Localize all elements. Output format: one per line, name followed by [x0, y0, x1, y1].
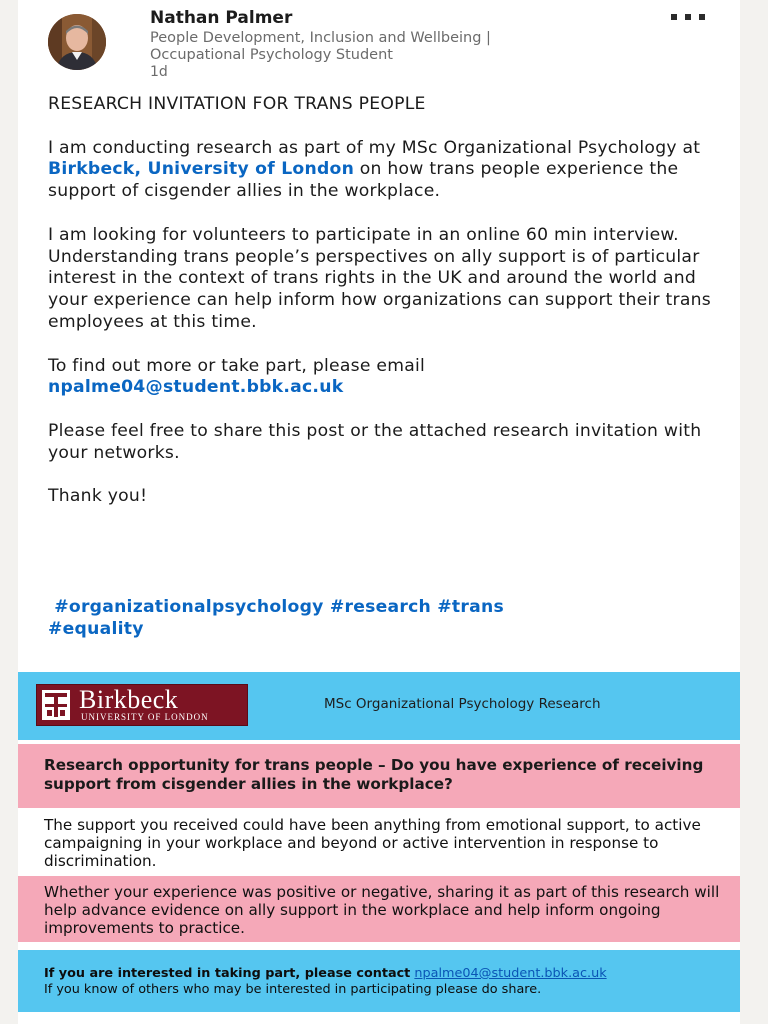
feed-post: [18, 0, 740, 1024]
flyer-share-line: If you know of others who may be interested in participating please do share.: [44, 982, 542, 997]
flyer-headline-band: [18, 744, 740, 808]
hashtag-link[interactable]: #organizationalpsychology: [54, 597, 324, 617]
author-headline: People Development, Inclusion and Wellbeing | Occupational Psychology Student: [150, 30, 491, 63]
post-paragraph-3: [48, 356, 718, 400]
hashtag-link[interactable]: #research: [329, 597, 432, 617]
birkbeck-logo: [36, 684, 248, 726]
contact-label: If you are interested in taking part, please contact: [44, 966, 411, 981]
post-paragraph-5: Thank you!: [48, 486, 148, 507]
post-text-segment: To find out more or take part, please email: [48, 355, 426, 376]
flyer-title: MSc Organizational Psychology Research: [324, 696, 601, 712]
birkbeck-link[interactable]: Birkbeck, University of London: [48, 159, 355, 180]
flyer-experience-text: Whether your experience was positive or negative, sharing it as part of this research will help advance evidence on ally support in the workplace and help inform ongoing improvements to practice.: [44, 883, 720, 937]
post-heading: RESEARCH INVITATION FOR TRANS PEOPLE: [48, 94, 426, 114]
flyer-email: npalme04@student.bbk.ac.uk: [414, 966, 607, 981]
post-text-segment: on how trans people experience the support of cisgender allies in the workplace.: [48, 159, 679, 202]
hashtag-link[interactable]: #trans: [437, 597, 504, 617]
post-paragraph-4: Please feel free to share this post or the attached research invitation with your networks.: [48, 420, 702, 463]
flyer-support-text: The support you received could have been anything from emotional support, to active campaigning in your workplace and beyond or active intervention in response to discrimination.: [44, 816, 701, 870]
logo-subtitle: UNIVERSITY OF LONDON: [81, 712, 209, 722]
attached-flyer-image[interactable]: [18, 672, 740, 1024]
flyer-header: [18, 672, 740, 740]
logo-wordmark: Birkbeck: [79, 685, 179, 714]
email-link[interactable]: npalme04@student.bbk.ac.uk: [48, 377, 344, 398]
flyer-support-band: [18, 808, 740, 872]
flyer-headline: Research opportunity for trans people – Do you have experience of receiving support from cisgender allies in the workplace?: [44, 756, 704, 793]
author-name[interactable]: Nathan Palmer: [150, 8, 293, 28]
flyer-contact-band: [18, 950, 740, 1012]
post-text-segment: I am conducting research as part of my MSc Organizational Psychology at: [48, 137, 701, 158]
flyer-experience-band: [18, 876, 740, 942]
hashtags: [48, 597, 708, 641]
post-text: [48, 94, 718, 530]
hashtag-link[interactable]: #equality: [48, 618, 144, 639]
post-paragraph-2: I am looking for volunteers to participate in an online 60 min interview. Understanding trans people’s perspectives on ally support is of particular interest in the context of trans rights in the UK and around the world and your experience can help inform how organizations can support their trans employees at this time.: [48, 224, 711, 332]
more-options-icon[interactable]: [671, 8, 711, 24]
post-paragraph-1: [48, 138, 718, 203]
author-avatar[interactable]: [48, 14, 106, 70]
post-timestamp: 1d: [150, 64, 168, 80]
flyer-contact-line: [44, 966, 607, 981]
crest-icon: [42, 690, 70, 720]
